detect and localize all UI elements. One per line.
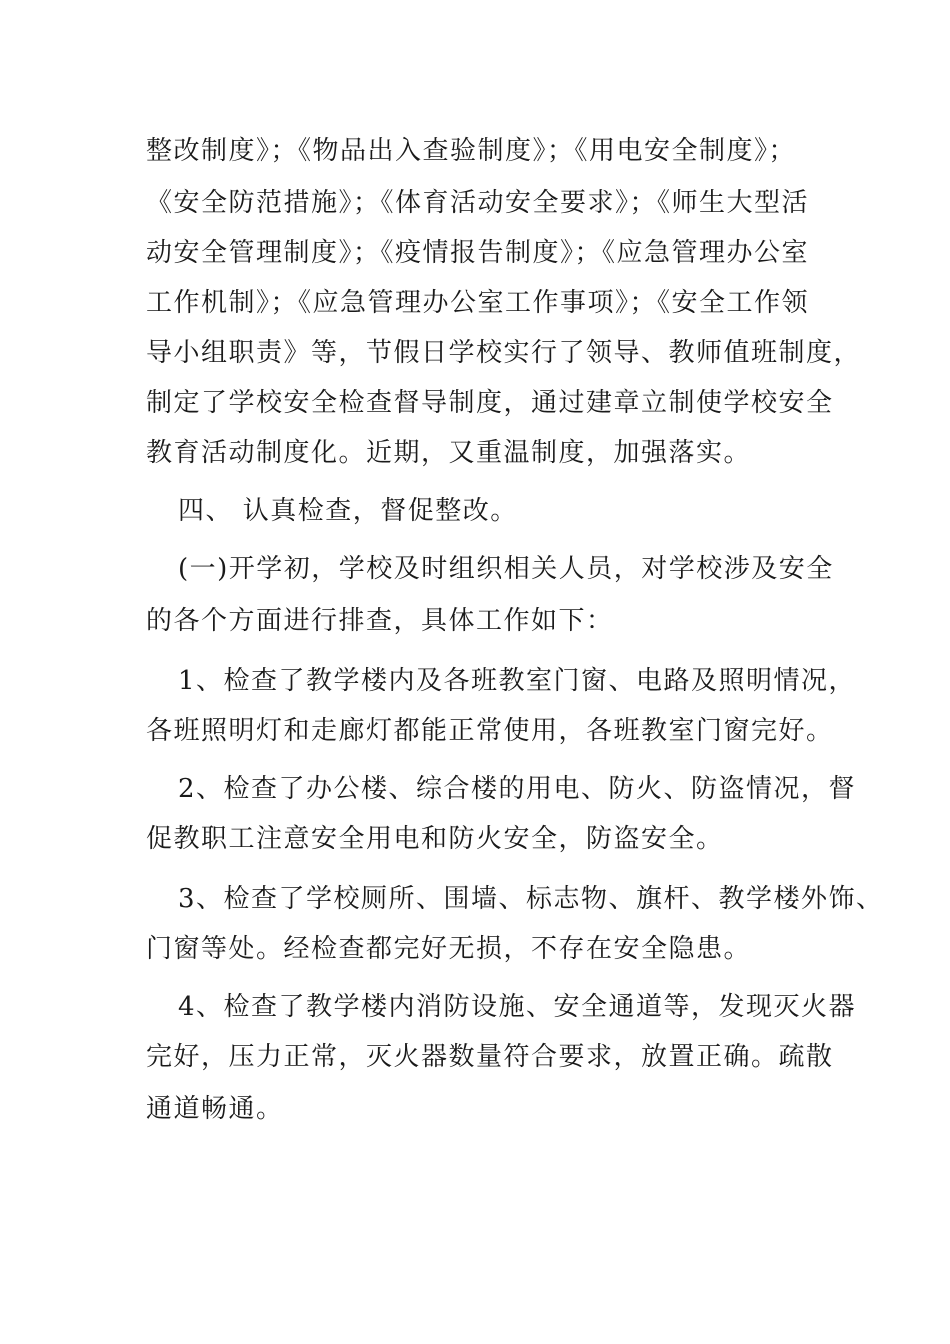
text-line: 4、检查了教学楼内消防设施、安全通道等，发现灭火器: [178, 992, 857, 1022]
text-line: 2、检查了办公楼、综合楼的用电、防火、防盗情况，督: [178, 774, 857, 804]
text-line: 整改制度》；《物品出入查验制度》；《用电安全制度》；: [146, 136, 797, 166]
text-line: 3、检查了学校厕所、围墙、标志物、旗杆、教学楼外饰、: [178, 884, 884, 914]
text-line: 1、检查了教学楼内及各班教室门窗、电路及照明情况，: [178, 666, 857, 696]
section-heading: 四、 认真检查，督促整改。: [178, 496, 518, 526]
text-line: 门窗等处。经检查都完好无损，不存在安全隐患。: [146, 934, 752, 964]
text-line: 各班照明灯和走廊灯都能正常使用，各班教室门窗完好。: [146, 716, 834, 746]
text-line: 导小组职责》等，节假日学校实行了领导、教师值班制度，: [146, 338, 862, 368]
text-line: 制定了学校安全检查督导制度，通过建章立制使学校安全: [146, 388, 834, 418]
text-line: 通道畅通。: [146, 1094, 284, 1124]
text-line: 工作机制》；《应急管理办公室工作事项》；《安全工作领: [146, 288, 810, 318]
text-line: 的各个方面进行排查，具体工作如下：: [146, 606, 614, 636]
text-line: (一)开学初，学校及时组织相关人员，对学校涉及安全: [178, 554, 834, 584]
text-line: 促教职工注意安全用电和防火安全，防盗安全。: [146, 824, 724, 854]
text-line: 动安全管理制度》；《疫情报告制度》；《应急管理办公室: [146, 238, 810, 268]
text-line: 完好，压力正常，灭火器数量符合要求，放置正确。疏散: [146, 1042, 834, 1072]
text-line: 《安全防范措施》；《体育活动安全要求》；《师生大型活: [146, 188, 810, 218]
text-line: 教育活动制度化。近期，又重温制度，加强落实。: [146, 438, 752, 468]
